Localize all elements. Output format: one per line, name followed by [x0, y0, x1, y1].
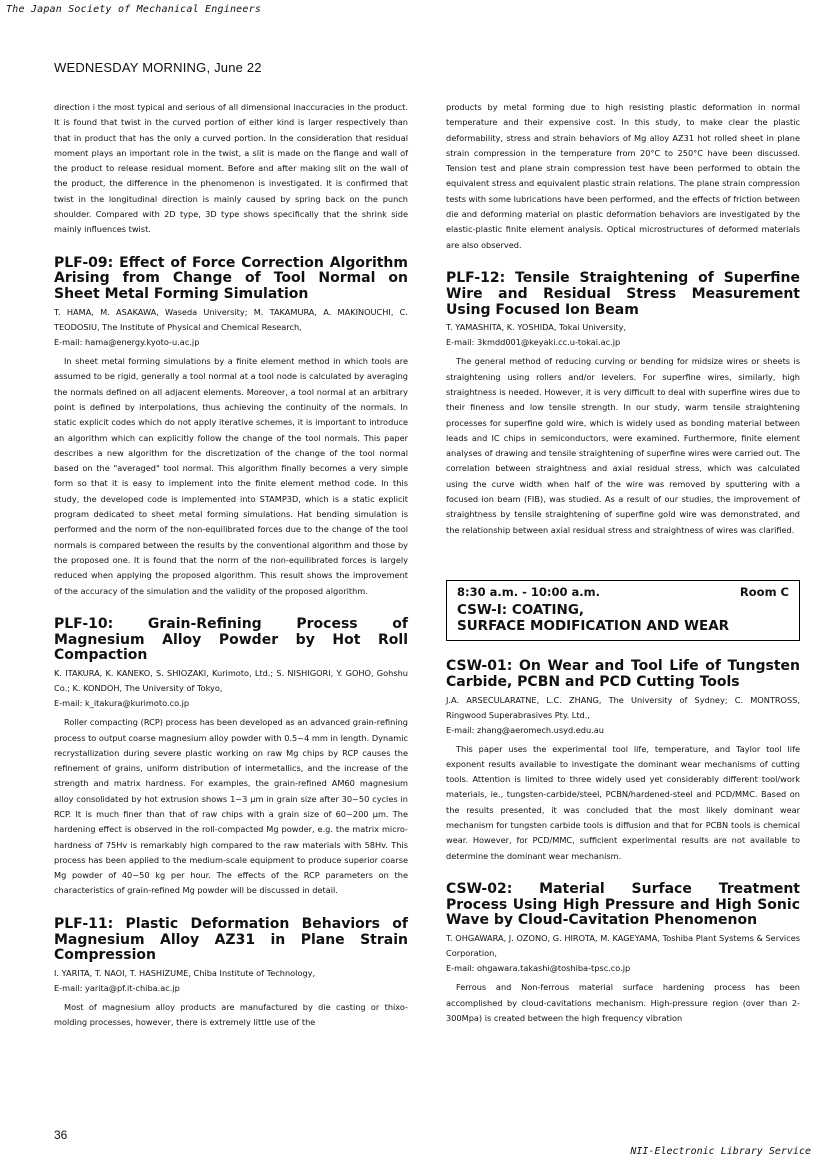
paper-abstract-csw-01: This paper uses the experimental tool life, temperature, and Taylor tool life exponent results available to investigate the dominant wear mechanisms of cutting tools. Attention is limited to three widely used yet considerably different tool/work materials, ie., tungsten-carbide/steel, PCBN/hardened-steel and PCD/MMC. Based on the results presented, it was concluded that the most likely dominant wear mechanism for tungsten carbide tools is diffusion and that for PCBN tools is chemical wear. However, for PCD/MMC, sufficient experimental results are not available to determine the dominant wear mechanism.	[446, 743, 800, 861]
paper-title-csw-02: CSW-02: Material Surface Treatment Process Using High Pressure and High Sonic Wave by Cloud-Cavitation Phenomenon	[446, 880, 800, 929]
session-room: Room C	[739, 584, 789, 599]
page-number: 36	[54, 1128, 68, 1142]
library-service-footer: NII-Electronic Library Service	[630, 1146, 811, 1157]
paper-authors-plf-11: I. YARITA, T. NAOI, T. HASHIZUME, Chiba Institute of Technology,	[54, 968, 316, 979]
paper-email-plf-12: E-mail: 3kmdd001@keyaki.cc.u-tokai.ac.jp	[446, 337, 621, 348]
left-column	[54, 100, 408, 1031]
paper-abstract-plf-10: Roller compacting (RCP) process has been developed as an advanced grain-refining process to output coarse magnesium alloy powder with 0.5~4 mm in length. Dynamic recrystallization during severe plastic working on raw Mg chips by RCP causes the refinement of grains, uniform distribution of intermetallics, and the increase of the strength and matrix hardness. For examples, the grain-refined AM60 magnesium alloy consolidated by hot extrusion shows 1~3 μm in grain size after 30~50 cycles in RCP. It is much finer than that of raw chips with a grain size of 60~200 μm. The hardening effect is observed in the roll-compacted Mg powder, e.g. the matrix micro-hardness of 75Hv is remarkably high compared to the raw materials with 58Hv. This process has been applied to the medium-scale equipment to produce superior coarse Mg powder of 40~50 kg per hour. The effects of the RCP parameters on the characteristics of grain-refined Mg powder will be discussed in detail.	[54, 717, 408, 896]
paper-authors-csw-02: T. OHGAWARA, J. OZONO, G. HIROTA, M. KAGEYAMA, Toshiba Plant Systems & Services Corporation,	[446, 933, 800, 959]
society-header: The Japan Society of Mechanical Engineers	[6, 4, 262, 15]
paper-title-plf-12: PLF-12: Tensile Straightening of Superfine Wire and Residual Stress Measurement Using Focused Ion Beam	[446, 269, 800, 318]
paper-authors-plf-09: T. HAMA, M. ASAKAWA, Waseda University; M. TAKAMURA, A. MAKINOUCHI, C. TEODOSIU, The Institute of Physical and Chemical Research,	[54, 307, 408, 333]
right-column	[446, 100, 800, 1026]
paper-abstract-plf-09: In sheet metal forming simulations by a finite element method in which tools are assumed to be rigid, generally a tool normal at a tool node is calculated by averaging the normals defined on all adjacent elements. Moreover, a tool normal at an arbitrary point is defined by interpolations, thus achieving the continuity of the normals. In static explicit codes which do not apply iterative schemes, it is important to introduce an algorithm which can explicitly follow the change of the tool normals. This paper describes a new algorithm for the discretization of the change of the tool normal based on the "averaged" tool normal. This algorithm finally becomes a very simple form so that it is easy to implement into the finite element method code. In this study, the developed code is implemented into STAMP3D, which is a static explicit program dedicated to sheet metal forming simulations. Hat bending simulation is performed and the norm of the non-equilibrated forces due to the change of the tool normals is compared between the results by the conventional algorithm and those by the proposed one. It is found that the norm of the non-equilibrated forces is largely reduced when applying the proposed algorithm. This result shows the improvement of the accuracy of the simulation and the validity of the proposed algorithm.	[54, 356, 408, 596]
paper-email-plf-10: E-mail: k_itakura@kurimoto.co.jp	[54, 698, 190, 709]
paper-authors-plf-12: T. YAMASHITA, K. YOSHIDA, Tokai University,	[446, 322, 627, 333]
paper-abstract-plf-11: Most of magnesium alloy products are manufactured by die casting or thixo-molding processes, however, there is extremely little use of the	[54, 1002, 408, 1028]
continuation-text: direction i the most typical and serious of all dimensional inaccuracies in the product. It is found that twist in the curved portion of either kind is larger respectively than that in product that has the only a curved portion. In the consideration that residual moment plays an important role in the twist, a slit is made on the flange and wall of the product to release residual moment. Before and after making slit on the wall of the product, the difference in the phenomenon is investigated. It is confirmed that twist in the longitudinal direction is mainly caused by spring back on the punch shoulder. Compared with 2D type, 3D type shows specifically that the shrink side mainly influences twist.	[54, 102, 408, 235]
paper-abstract-plf-12: The general method of reducing curving or bending for midsize wires or sheets is straightening using rollers and/or levelers. For superfine wires, similarly, high straightness is needed. However, it is very difficult to deal with superfine wires due to their fineness and low tensile strength. In our study, warm tensile straightening processes for superfine gold wire, which is widely used as bonding material between leads and IC chips in semiconductors, were examined. Furthermore, finite element analyses of drawing and tensile straightening of superfine wires were carried out. The correlation between straightness and axial residual stress, which was calculated using the curve width when half of the wire was removed by sputtering with a focused ion beam (FIB), was studied. As a result of our studies, the improvement of straightness by tensile straightening of superfine gold wire was demonstrated, and the relationship between axial residual stress and straightness of wires was clarified.	[446, 356, 800, 535]
session-title-line2: SURFACE MODIFICATION AND WEAR	[457, 617, 730, 634]
paper-title-plf-10: PLF-10: Grain-Refining Process of Magnesium Alloy Powder by Hot Roll Compaction	[54, 615, 408, 664]
continuation-text-plf-11: products by metal forming due to high resisting plastic deformation in normal temperature and their expensive cost. In this study, to make clear the plastic deformability, stress and strain behaviors of Mg alloy AZ31 hot rolled sheet in plane strain compression in the temperature from 20°C to 250°C have been discussed. Tension test and plane strain compression test have been performed to obtain the equivalent stress and equivalent plastic strain relations. The plane strain compression tests with some lubrications have been performed, and the effects of friction between die and deforming material on plastic deformation behaviors are investigated by the elastic-plastic finite element analysis. Optical microstructures of deformed materials are also observed.	[446, 102, 800, 250]
paper-abstract-csw-02: Ferrous and Non-ferrous material surface hardening process has been accomplished by cloud-cavitations mechanism. High-pressure region (over than 2-300Mpa) is created between the high frequency vibration	[446, 982, 800, 1023]
paper-title-plf-11: PLF-11: Plastic Deformation Behaviors of Magnesium Alloy AZ31 in Plane Strain Compression	[54, 915, 408, 964]
paper-authors-plf-10: K. ITAKURA, K. KANEKO, S. SHIOZAKI, Kurimoto, Ltd.; S. NISHIGORI, Y. GOHO, Gohshu Co.; K. KONDOH, The University of Tokyo,	[54, 668, 408, 694]
day-label: WEDNESDAY MORNING	[54, 60, 207, 75]
paper-email-plf-11: E-mail: yarita@pf.it-chiba.ac.jp	[54, 983, 180, 994]
paper-email-csw-02: E-mail: ohgawara.takashi@toshiba-tpsc.co.jp	[446, 963, 631, 974]
date-label: June 22	[214, 60, 262, 75]
paper-email-csw-01: E-mail: zhang@aeromech.usyd.edu.au	[446, 724, 604, 735]
session-box	[446, 580, 800, 641]
session-title-line1: CSW-I: COATING,	[457, 601, 585, 618]
paper-email-plf-09: E-mail: hama@energy.kyoto-u.ac.jp	[54, 337, 200, 348]
session-time: 8:30 a.m. - 10:00 a.m.	[457, 584, 600, 599]
paper-title-plf-09: PLF-09: Effect of Force Correction Algorithm Arising from Change of Tool Normal on Sheet Metal Forming Simulation	[54, 254, 408, 303]
paper-authors-csw-01: J.A. ARSECULARATNE, L.C. ZHANG, The University of Sydney; C. MONTROSS, Ringwood Superabrasives Pty. Ltd.,	[446, 694, 800, 720]
day-heading: WEDNESDAY MORNING, June 22	[54, 60, 262, 75]
paper-title-csw-01: CSW-01: On Wear and Tool Life of Tungsten Carbide, PCBN and PCD Cutting Tools	[446, 657, 800, 690]
